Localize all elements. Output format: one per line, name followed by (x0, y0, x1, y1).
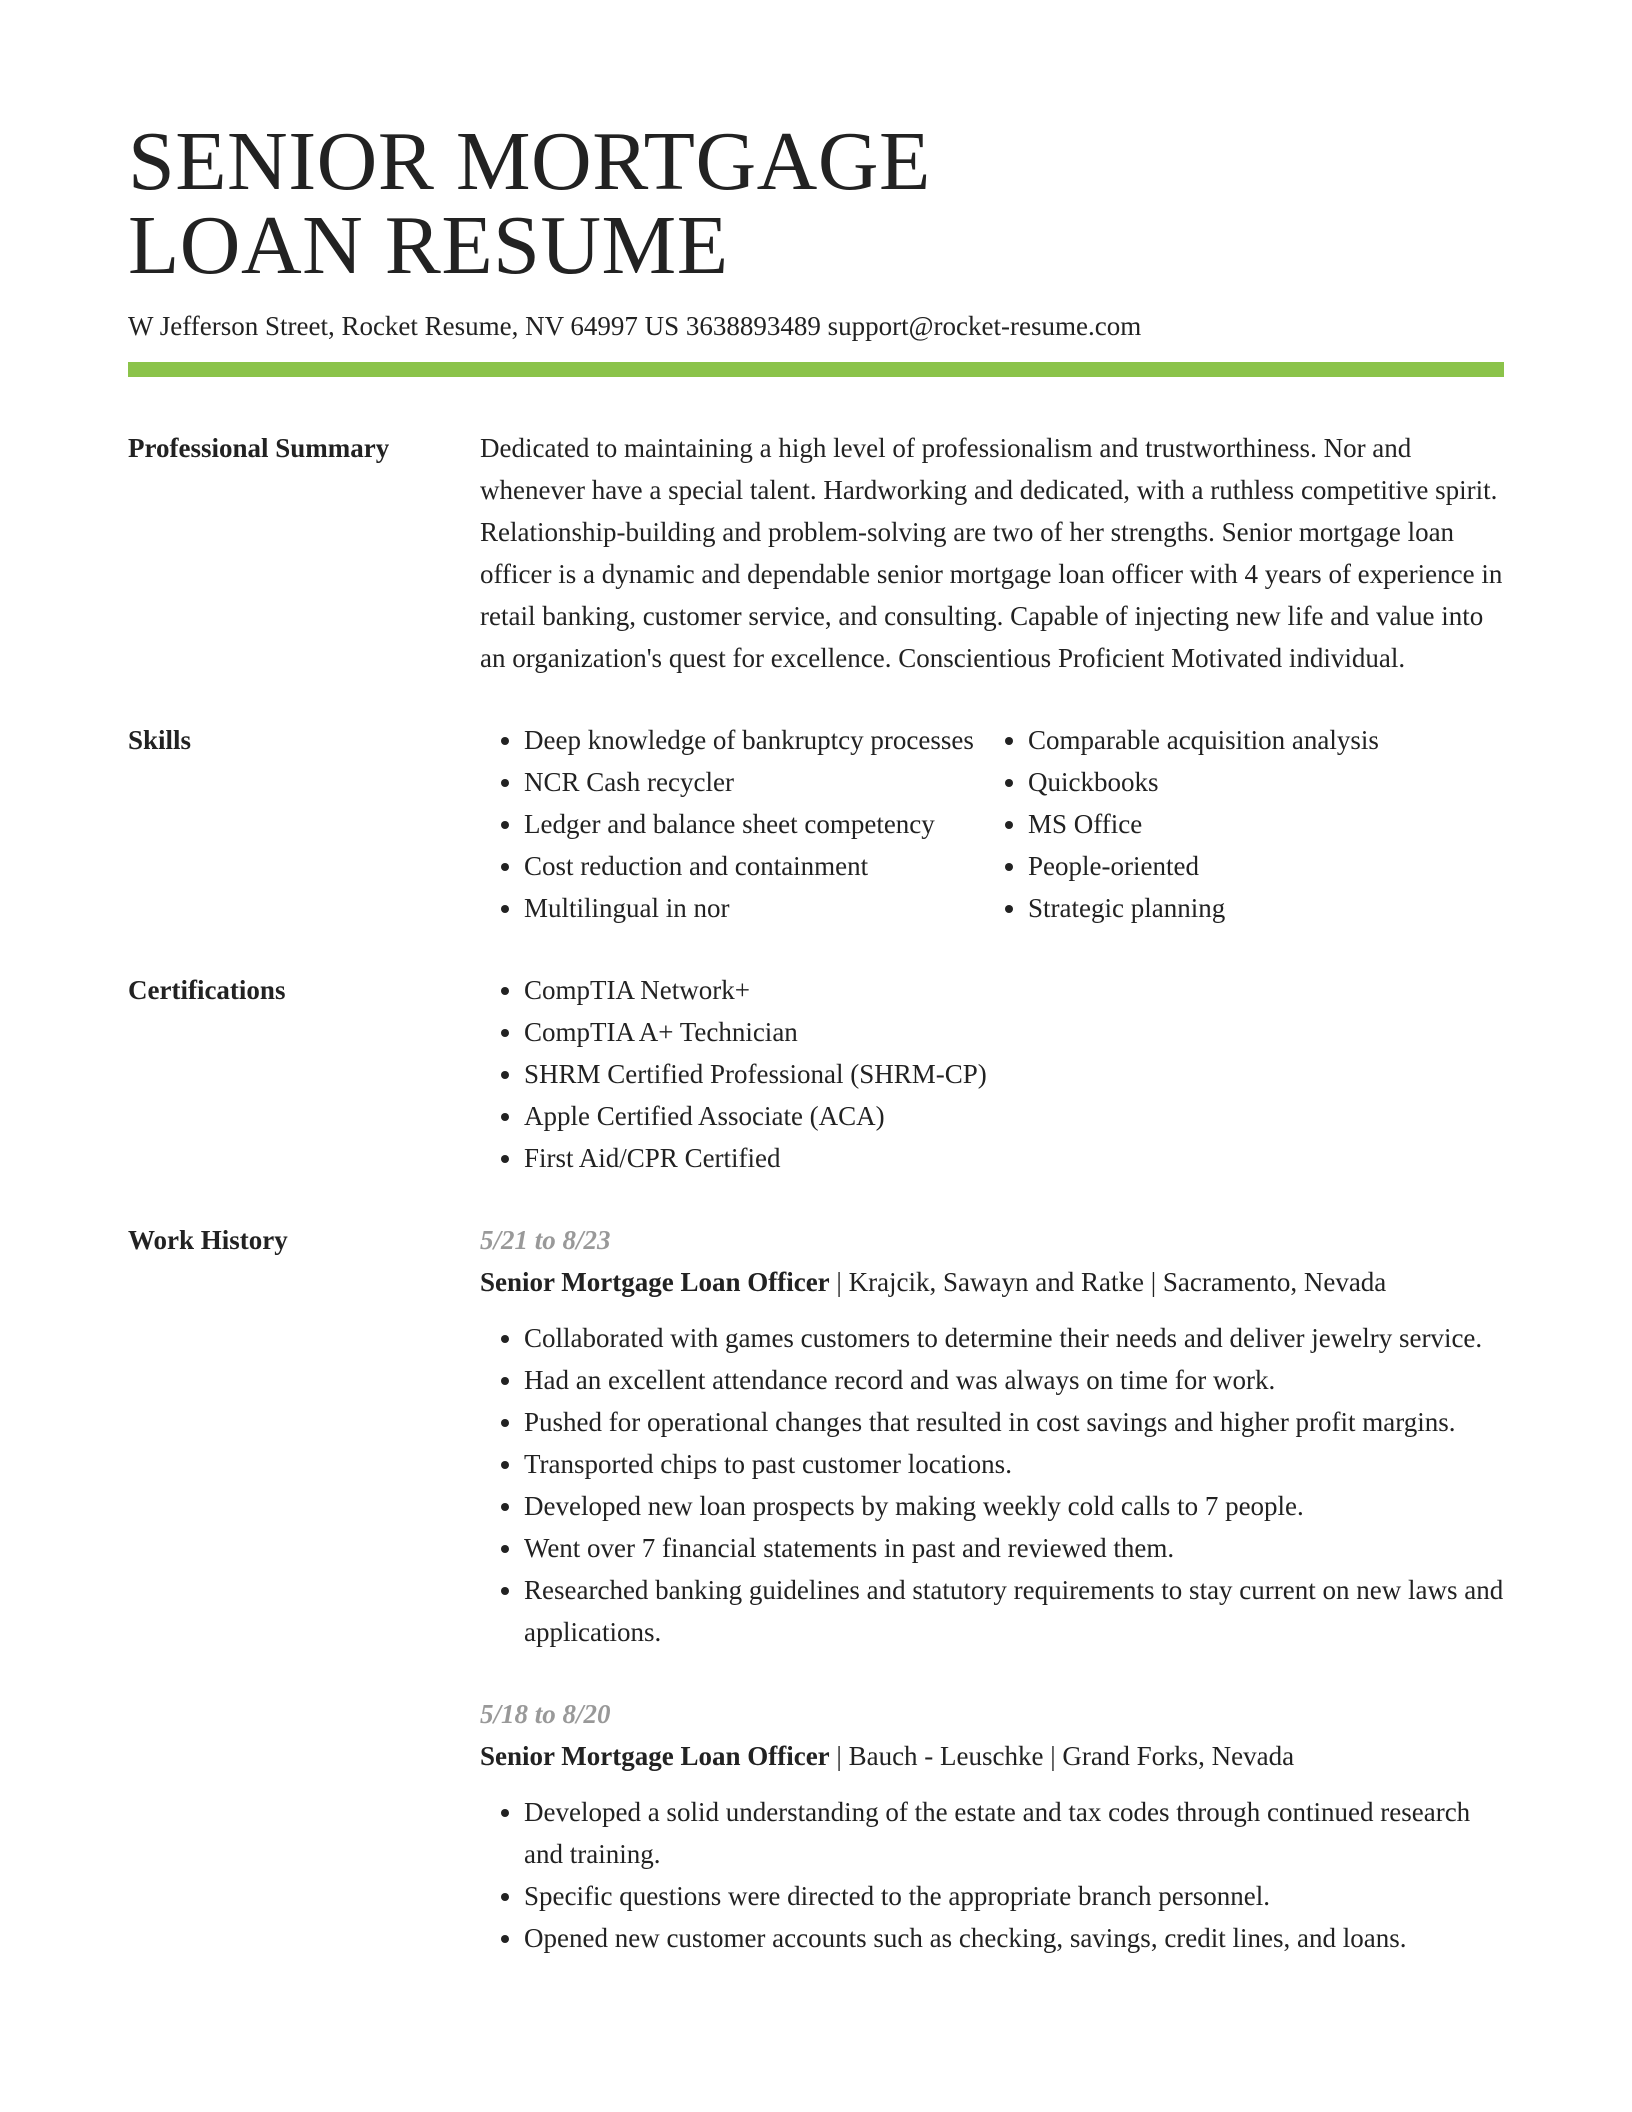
job-duty: • Specific questions were directed to the appropriate branch personnel. (524, 1875, 1504, 1917)
job-title: Senior Mortgage Loan Officer (480, 1741, 830, 1771)
skills-heading: Skills (128, 725, 192, 755)
accent-divider (128, 362, 1504, 377)
resume-title-line-2: LOAN RESUME (128, 199, 729, 292)
summary-text: Dedicated to maintaining a high level of professionalism and trustworthiness. Nor and whenever have a special talent. Hardworking and dedicated, with a ruthless competitive spirit. Relationship-building and problem-solving are two of her strengths. Senior mortgage loan officer is a dynamic and dependable senior mortgage loan officer with 4 years of experience in retail banking, customer service, and consulting. Capable of injecting new life and value into an organization's quest for excellence. Conscientious Proficient Motivated individual. (480, 433, 1503, 673)
skill-item: • Multilingual in nor (524, 887, 984, 929)
skill-item: • Comparable acquisition analysis (1028, 719, 1504, 761)
skill-item: • Strategic planning (1028, 887, 1504, 929)
job-duties-list (480, 1791, 1504, 1959)
certifications-section (128, 969, 1504, 1179)
job-duty: • Transported chips to past customer locations. (524, 1443, 1504, 1485)
skill-item: • People-oriented (1028, 845, 1504, 887)
job-dates: 5/18 to 8/20 (480, 1699, 611, 1729)
certification-item: • Apple Certified Associate (ACA) (524, 1095, 1504, 1137)
job-title: Senior Mortgage Loan Officer (480, 1267, 830, 1297)
resume-title (128, 115, 1504, 292)
skill-item: • MS Office (1028, 803, 1504, 845)
summary-section (128, 427, 1504, 679)
job-duty: • Researched banking guidelines and statutory requirements to stay current on new laws and applications. (524, 1569, 1504, 1653)
summary-heading: Professional Summary (128, 433, 390, 463)
job-duties-list (480, 1317, 1504, 1653)
job-duty: • Developed a solid understanding of the estate and tax codes through continued research and training. (524, 1791, 1504, 1875)
job-dates: 5/21 to 8/23 (480, 1225, 611, 1255)
resume-page (128, 115, 1504, 1959)
job-duty: • Collaborated with games customers to determine their needs and deliver jewelry service. (524, 1317, 1504, 1359)
job-duty: • Developed new loan prospects by making weekly cold calls to 7 people. (524, 1485, 1504, 1527)
contact-line: W Jefferson Street, Rocket Resume, NV 64997 US 3638893489 support@rocket-resume.com (128, 311, 1142, 341)
certifications-heading: Certifications (128, 975, 286, 1005)
job-title-line (480, 1261, 1504, 1303)
job-company-location: | Krajcik, Sawayn and Ratke | Sacramento, Nevada (829, 1267, 1387, 1297)
work-history-heading: Work History (128, 1225, 288, 1255)
skills-list-left (480, 719, 984, 929)
certification-item: • SHRM Certified Professional (SHRM-CP) (524, 1053, 1504, 1095)
work-history-section (128, 1219, 1504, 1959)
certification-item: • First Aid/CPR Certified (524, 1137, 1504, 1179)
skill-item: • Quickbooks (1028, 761, 1504, 803)
skills-section (128, 719, 1504, 929)
certifications-list (480, 969, 1504, 1179)
job-duty: • Went over 7 financial statements in past and reviewed them. (524, 1527, 1504, 1569)
job-duty: • Opened new customer accounts such as checking, savings, credit lines, and loans. (524, 1917, 1504, 1959)
skills-list-right (984, 719, 1504, 929)
job-company-location: | Bauch - Leuschke | Grand Forks, Nevada (829, 1741, 1295, 1771)
job-entry (480, 1693, 1504, 1959)
skill-item: • Deep knowledge of bankruptcy processes (524, 719, 984, 761)
skill-item: • NCR Cash recycler (524, 761, 984, 803)
job-entry (480, 1219, 1504, 1653)
skill-item: • Cost reduction and containment (524, 845, 984, 887)
job-title-line (480, 1735, 1504, 1777)
resume-title-line-1: SENIOR MORTGAGE (128, 115, 931, 208)
certification-item: • CompTIA A+ Technician (524, 1011, 1504, 1053)
skill-item: • Ledger and balance sheet competency (524, 803, 984, 845)
job-duty: • Pushed for operational changes that resulted in cost savings and higher profit margins. (524, 1401, 1504, 1443)
job-duty: • Had an excellent attendance record and was always on time for work. (524, 1359, 1504, 1401)
certification-item: • CompTIA Network+ (524, 969, 1504, 1011)
